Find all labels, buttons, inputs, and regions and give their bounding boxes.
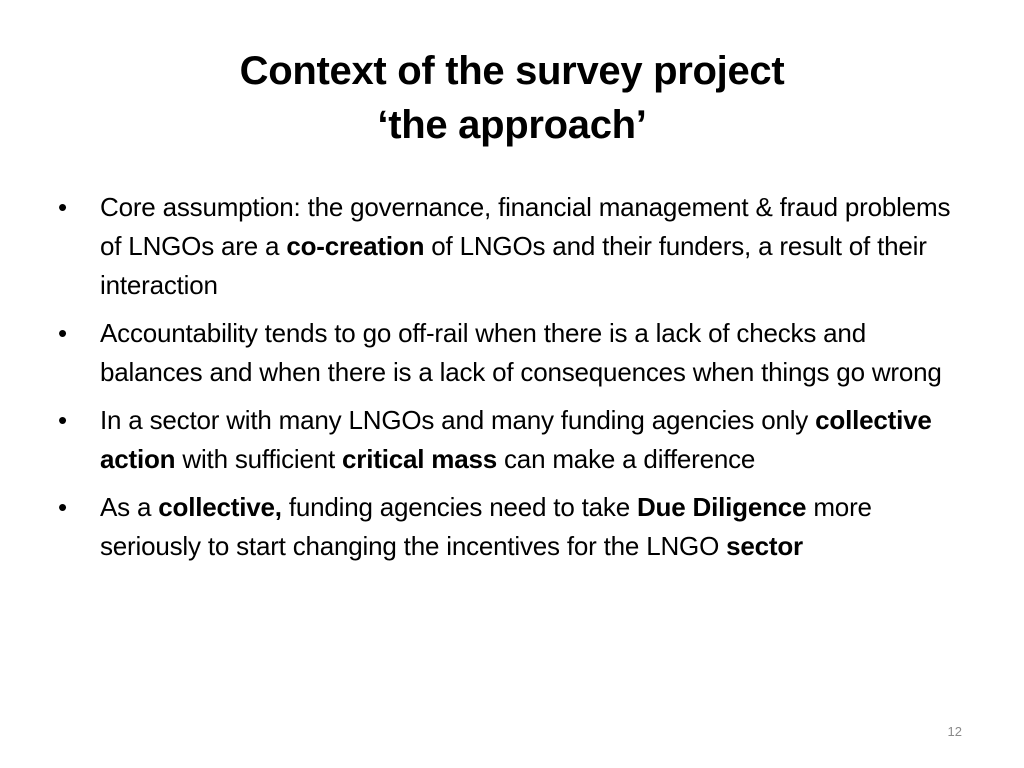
bullet-text: As a <box>100 492 159 522</box>
bullet-marker: • <box>58 492 67 522</box>
bullet-item <box>58 188 958 305</box>
bullet-marker: • <box>58 318 67 348</box>
bullet-text-emphasis: collective, <box>158 492 282 522</box>
bullet-text: Core assumption: the governance, financial management & fraud problems of LNGOs are a <box>100 192 951 261</box>
bullet-text: In a sector with many LNGOs and many funding agencies only <box>100 405 816 435</box>
bullet-text: can make a difference <box>496 444 756 474</box>
bullet-marker: • <box>58 192 67 222</box>
bullet-item <box>58 314 958 392</box>
bullet-item <box>58 401 958 479</box>
bullet-text-emphasis: collective action <box>100 405 932 474</box>
bullet-marker: • <box>58 405 67 435</box>
bullet-text: more seriously to start changing the incentives for the LNGO <box>100 492 872 561</box>
page-number: 12 <box>947 724 962 739</box>
bullet-list <box>58 188 958 575</box>
slide-title <box>60 44 964 152</box>
bullet-text-emphasis: sector <box>726 531 803 561</box>
bullet-text: with sufficient <box>175 444 343 474</box>
bullet-text: funding agencies need to take <box>281 492 637 522</box>
slide-title-line-2: ‘the approach’ <box>377 103 647 147</box>
slide-title-line-1: Context of the survey project <box>239 49 785 93</box>
bullet-text: of LNGOs and their funders, a result of their interaction <box>100 231 927 300</box>
bullet-text: Accountability tends to go off-rail when there is a lack of checks and balances and when there is a lack of consequences when things go wrong <box>100 318 942 387</box>
bullet-item <box>58 488 958 566</box>
bullet-text-emphasis: critical mass <box>342 444 497 474</box>
bullet-text-emphasis: Due Diligence <box>636 492 807 522</box>
bullet-text-emphasis: co-creation <box>286 231 425 261</box>
